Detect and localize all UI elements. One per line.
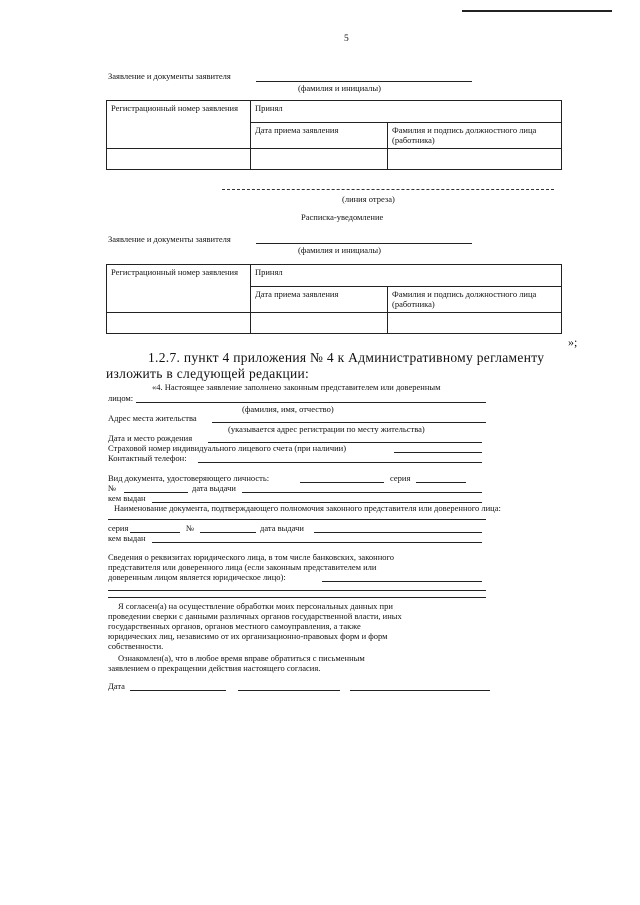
cut-line-label: (линия отреза) [342, 194, 395, 204]
consent-line1: Я согласен(а) на осуществление обработки моих персональных данных при [118, 601, 393, 611]
signature-header: Фамилия и подпись должностного лица (работника) [388, 123, 562, 149]
date-label: Дата [108, 681, 125, 691]
consent-line5: собственности. [108, 641, 164, 651]
registration-table-1 [106, 100, 562, 170]
signature-cell[interactable] [388, 149, 562, 170]
consent-line2: проведении сверки с данными различных органов государственной власти, иных [108, 611, 402, 621]
legal-info-line2: представителя или доверенного лица (если законным представителем или [108, 562, 377, 572]
id-doc-line[interactable] [300, 482, 384, 483]
reg-number-cell-2[interactable] [107, 313, 251, 334]
series2-label: серия [108, 523, 129, 533]
cut-line [222, 189, 554, 190]
number-label: № [108, 483, 117, 493]
issue-date2-line[interactable] [314, 532, 482, 533]
authority-doc-line[interactable] [108, 519, 486, 520]
date-received-cell[interactable] [251, 149, 388, 170]
applicant-name-line-2 [256, 243, 472, 244]
phone-label: Контактный телефон: [108, 453, 187, 463]
receipt-title: Расписка-уведомление [301, 212, 384, 222]
page-number: 5 [344, 34, 349, 44]
id-doc-label: Вид документа, удостоверяющего личность: [108, 473, 270, 483]
header-rule [462, 10, 612, 12]
issue-date2-label: дата выдачи [260, 523, 304, 533]
closing-quote: »; [568, 335, 578, 349]
date-received-header: Дата приема заявления [251, 123, 388, 149]
informed-line1: Ознакомлен(а), что в любое время вправе обратиться с письменным [118, 653, 365, 663]
address-line[interactable] [212, 422, 486, 423]
birth-label: Дата и место рождения [108, 433, 193, 443]
person-line[interactable] [136, 402, 486, 403]
fio-hint: (фамилия, имя, отчество) [242, 404, 334, 414]
date-received-header-2: Дата приема заявления [251, 287, 388, 313]
signature-header-2: Фамилия и подпись должностного лица (работника) [388, 287, 562, 313]
item4-intro: «4. Настоящее заявление заполнено законным представителем или доверенным [152, 382, 441, 392]
snils-label: Страховой номер индивидуального лицевого счета (при наличии) [108, 443, 347, 453]
number2-label: № [186, 523, 195, 533]
reg-number-cell[interactable] [107, 149, 251, 170]
authority-doc-label: Наименование документа, подтверждающего полномочия законного представителя или доверенного лица: [114, 503, 501, 513]
legal-info-line3: доверенным лицом является юридическое лицо): [108, 572, 286, 582]
issue-date-line[interactable] [242, 492, 482, 493]
legal-info-fill-1[interactable] [322, 581, 482, 582]
date-line[interactable] [130, 690, 226, 691]
address-hint: (указывается адрес регистрации по месту жительства) [228, 424, 425, 434]
name-line[interactable] [350, 690, 490, 691]
phone-line[interactable] [198, 462, 482, 463]
signature-cell-2[interactable] [388, 313, 562, 334]
registration-table-2 [106, 264, 562, 334]
person-label: лицом: [108, 393, 134, 403]
snils-line[interactable] [394, 452, 482, 453]
accepted-header: Принял [251, 101, 562, 123]
series-label: серия [390, 473, 411, 483]
consent-line3: государственных органов, органов местного самоуправления, а также [108, 621, 361, 631]
address-label: Адрес места жительства [108, 413, 197, 423]
legal-info-fill-3[interactable] [108, 597, 486, 598]
legal-info-fill-2[interactable] [108, 590, 486, 591]
issued-by2-label: кем выдан [108, 533, 146, 543]
applicant-name-hint: (фамилия и инициалы) [298, 83, 381, 93]
applicant-name-line [256, 81, 472, 82]
legal-info-line1: Сведения о реквизитах юридического лица, в том числе банковских, законного [108, 552, 395, 562]
informed-line2: заявлением о прекращении действия настоящего согласия. [108, 663, 321, 673]
signature-line[interactable] [238, 690, 340, 691]
amendment-heading-line1: 1.2.7. пункт 4 приложения № 4 к Административному регламенту [148, 350, 545, 365]
amendment-heading-line2: изложить в следующей редакции: [106, 366, 310, 381]
series-line[interactable] [416, 482, 466, 483]
issued-by-label: кем выдан [108, 493, 146, 503]
issued-by2-line[interactable] [152, 542, 482, 543]
consent-line4: юридических лиц, независимо от их организационно-правовых форм и форм [108, 631, 388, 641]
date-received-cell-2[interactable] [251, 313, 388, 334]
issue-date-label: дата выдачи [192, 483, 236, 493]
applicant-docs-label-2: Заявление и документы заявителя [108, 234, 231, 244]
reg-number-header-2: Регистрационный номер заявления [107, 265, 251, 313]
applicant-docs-label: Заявление и документы заявителя [108, 71, 231, 81]
applicant-name-hint-2: (фамилия и инициалы) [298, 245, 381, 255]
reg-number-header: Регистрационный номер заявления [107, 101, 251, 149]
number2-line[interactable] [200, 532, 256, 533]
accepted-header-2: Принял [251, 265, 562, 287]
